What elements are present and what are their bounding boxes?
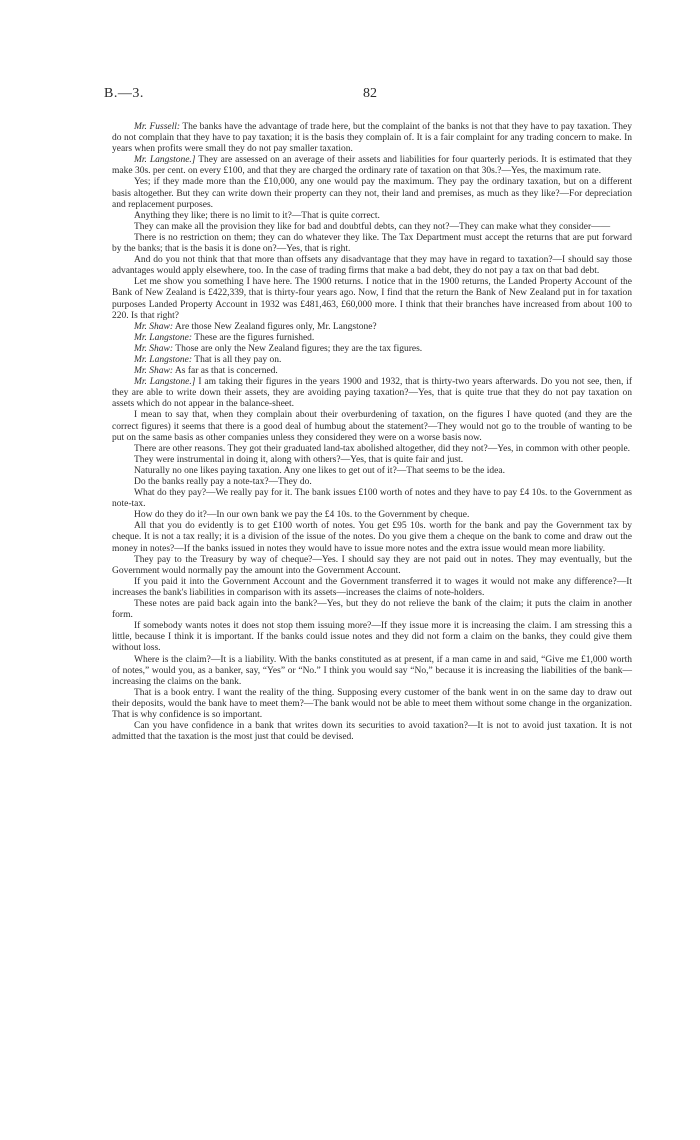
transcript-body [112, 122, 632, 743]
paragraph-text: I mean to say that, when they complain about their overburdening of taxation, on the figures I have quoted (and they are the correct figures) it seems that there is a good deal of humbug about the statement?—They would not go to the trouble of wanting to be put on the same basis as other companies unless they considered they were on a worse basis now. [112, 410, 632, 443]
speaker-name: Mr. Langstone: [134, 332, 193, 343]
paragraph [112, 621, 632, 654]
speaker-name: Mr. Langstone.] [134, 155, 196, 166]
paragraph [112, 510, 632, 521]
paragraph-text: Do the banks really pay a note-tax?—They do. [134, 477, 312, 487]
paragraph [112, 521, 632, 554]
paragraph [112, 599, 632, 621]
paragraph-text: How do they do it?—In our own bank we pay the £4 10s. to the Government by cheque. [134, 510, 470, 521]
paragraph [112, 555, 632, 577]
speaker-name: Mr. Shaw: [134, 343, 174, 354]
paragraph [112, 211, 632, 222]
paragraph [112, 322, 632, 333]
paragraph [112, 655, 632, 688]
paragraph-text: Where is the claim?—It is a liability. With the banks constituted as at present, if a man came in and said, “Give me £1,000 worth of notes,” would you, as a banker, say, “Yes” or “No.” I think you would say “No,” because it is increasing the liabilities of the bank—increasing the claims on the bank. [112, 654, 632, 687]
paragraph [112, 155, 632, 177]
paragraph [112, 122, 632, 155]
paragraph [112, 177, 632, 210]
paragraph-text: Let me show you something I have here. The 1900 returns. I notice that in the 1900 returns, the Landed Property Account of the Bank of New Zealand is £422,339, that is thirty-four years ago. Now, I find that the return the Bank of New Zealand put in for taxation purposes Landed Property Account in 1932 was £481,463, £60,000 more. I think that their branches have increased from about 100 to 220. Is that right? [112, 277, 632, 321]
paragraph-text: And do you not think that that more than offsets any disadvantage that they may have in regard to taxation?—I should say those advantages would apply elsewhere, too. In the case of trading firms that make a bad debt, they do not pay a tax on that bad debt. [112, 255, 632, 277]
paragraph-text: Those are only the New Zealand figures; they are the tax figures. [173, 343, 423, 354]
paragraph-text: The banks have the advantage of trade here, but the complaint of the banks is not that they have to pay taxation. They do not complain that they have to pay taxation; it is the basis they complain of. It is a fair complaint for any trading concern to make. In years when profits were small they do not pay smaller taxation. [112, 122, 632, 155]
paragraph [112, 688, 632, 721]
paragraph-text: If you paid it into the Government Account and the Government transferred it to wages it would not make any difference?—It increases the bank's liabilities in comparison with its assets—increases the claims of note-holders. [112, 576, 632, 598]
paragraph [112, 455, 632, 466]
paragraph [112, 366, 632, 377]
paragraph-text: These are the figures furnished. [192, 332, 315, 343]
paragraph-text: They are assessed on an average of their assets and liabilities for four quarterly periods. It is estimated that they make 30s. per cent. on every £100, and that they are charged the ordinary rate of taxation on that 30s.?—Yes, the maximum rate. [112, 155, 632, 177]
speaker-name: Mr. Fussell: [134, 122, 181, 132]
paragraph-text: They pay to the Treasury by way of cheque?—Yes. I should say they are not paid out in notes. They may eventually, but the Government would normally pay the amount into the Government Account. [112, 554, 632, 576]
paragraph [112, 444, 632, 455]
paragraph-text: That is all they pay on. [192, 354, 282, 365]
paragraph [112, 721, 632, 743]
paragraph-text: There are other reasons. They got their graduated land-tax abolished altogether, did they not?—Yes, in common with other people. [134, 443, 631, 454]
paragraph-text: What do they pay?—We really pay for it. The bank issues £100 worth of notes and they have to pay £4 10s. to the Government as note-tax. [112, 488, 632, 510]
speaker-name: Mr. Shaw: [134, 366, 174, 377]
paragraph [112, 410, 632, 443]
paragraph-text: They can make all the provision they like for bad and doubtful debts, can they not?—They can make what they consider—— [134, 221, 611, 232]
paragraph [112, 577, 632, 599]
paragraph-text: Can you have confidence in a bank that writes down its securities to avoid taxation?—It is not to avoid just taxation. It is not admitted that the taxation is the most just that could be devised. [112, 721, 632, 743]
paragraph-text: There is no restriction on them; they can do whatever they like. The Tax Department must accept the returns that are put forward by the banks; that is the basis it is done on?—Yes, that is right. [112, 232, 632, 255]
paragraph-text: These notes are paid back again into the bank?—Yes, but they do not relieve the bank of the claim; it puts the claim in another form. [112, 599, 632, 621]
paragraph [112, 377, 632, 410]
page-number: 82 [363, 86, 377, 101]
speaker-name: Mr. Shaw: [134, 321, 174, 332]
paragraph [112, 333, 632, 344]
paragraph [112, 233, 632, 255]
paragraph-text: They were instrumental in doing it, along with others?—Yes, that is quite fair and just. [134, 454, 464, 465]
speaker-name: Mr. Langstone: [134, 354, 193, 365]
paragraph [112, 255, 632, 277]
paragraph-text: Anything they like; there is no limit to it?—That is quite correct. [134, 210, 380, 221]
paragraph-text: If somebody wants notes it does not stop them issuing more?—If they issue more it is increasing the claim. I am stressing this a little, because I think it is important. If the banks could issue notes and they did not form a claim on the banks, they could give them without loss. [112, 621, 632, 654]
paragraph [112, 222, 632, 233]
paragraph-text: Naturally no one likes paying taxation. Any one likes to get out of it?—That seems to be the idea. [134, 465, 505, 476]
speaker-name: Mr. Langstone.] [134, 377, 196, 388]
paragraph [112, 355, 632, 366]
paragraph [112, 477, 632, 488]
paragraph-text: All that you do evidently is to get £100 worth of notes. You get £95 10s. worth for the bank and pay the Government tax by cheque. It is not a tax really; it is a division of the issue of the notes. Do you give them a cheque on the bank to come and draw out the money in notes?—If the banks issued in notes they would have to issue more notes and the extra issue would mean more liability. [112, 521, 632, 554]
paragraph [112, 344, 632, 355]
paragraph-text: Yes; if they made more than the £10,000, any one would pay the maximum. They pay the ordinary taxation, but on a different basis altogether. But they can write down their property can they not, their land and premises, as much as they like?—For depreciation and replacement purposes. [112, 177, 632, 210]
paragraph [112, 488, 632, 510]
paper-reference: B.—3. [104, 86, 144, 101]
paragraph [112, 466, 632, 477]
paragraph [112, 277, 632, 321]
paragraph-text: Are those New Zealand figures only, Mr. Langstone? [173, 321, 377, 332]
paragraph-text: I am taking their figures in the years 1900 and 1932, that is thirty-two years afterwards. Do you not see, then, if they are able to write down their assets, they are avoiding paying taxation?—Yes, that is quite true that they do not pay taxation on assets which do not appear in the balance-sheet. [112, 377, 633, 410]
paragraph-text: That is a book entry. I want the reality of the thing. Supposing every customer of the bank went in on the same day to draw out their deposits, would the bank have to meet them?—The bank would not be able to meet them without some change in the organization. That is why confidence is so important. [112, 687, 632, 720]
paragraph-text: As far as that is concerned. [173, 366, 278, 377]
